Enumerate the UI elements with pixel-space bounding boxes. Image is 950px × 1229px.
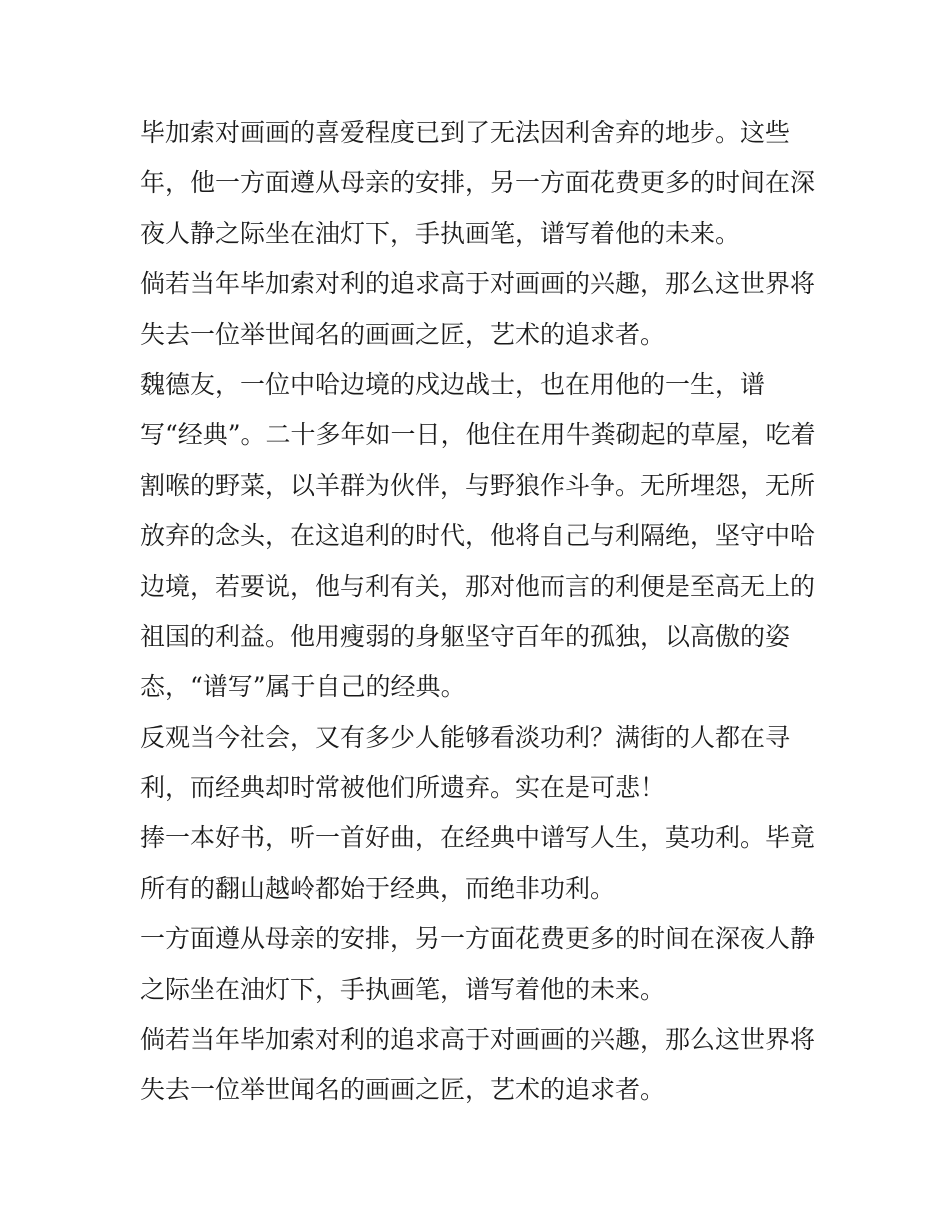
- text-line: 割喉的野菜，以羊群为伙伴，与野狼作斗争。无所埋怨，无所: [140, 470, 816, 500]
- text-line: 利，而经典却时常被他们所遗弃。实在是可悲！: [140, 773, 666, 803]
- text-line: 写“经典”。二十多年如一日，他住在用牛粪砌起的草屋，吃着: [140, 420, 816, 450]
- text-line: 捧一本好书，听一首好曲，在经典中谱写人生，莫功利。毕竟: [140, 823, 816, 853]
- paragraph-5: [140, 813, 820, 914]
- paragraph-3: [140, 360, 820, 713]
- paragraph-7: [140, 1015, 820, 1116]
- text-line: 边境，若要说，他与利有关，那对他而言的利便是至高无上的: [140, 571, 816, 601]
- text-line: 放弃的念头，在这追利的时代，他将自己与利隔绝，坚守中哈: [140, 521, 816, 551]
- document-body: [140, 108, 820, 1116]
- text-line: 失去一位举世闻名的画画之匠，艺术的追求者。: [140, 319, 666, 349]
- paragraph-1: [140, 108, 820, 259]
- text-line: 一方面遵从母亲的安排，另一方面花费更多的时间在深夜人静: [140, 924, 816, 954]
- text-line: 年，他一方面遵从母亲的安排，另一方面花费更多的时间在深: [140, 168, 816, 198]
- text-line: 反观当今社会，又有多少人能够看淡功利？满街的人都在寻: [140, 722, 791, 752]
- text-line: 祖国的利益。他用瘦弱的身躯坚守百年的孤独，以高傲的姿: [140, 621, 791, 651]
- text-line: 夜人静之际坐在油灯下，手执画笔，谱写着他的未来。: [140, 218, 741, 248]
- text-line: 失去一位举世闻名的画画之匠，艺术的追求者。: [140, 1075, 666, 1105]
- text-line: 毕加索对画画的喜爱程度已到了无法因利舍弃的地步。这些: [140, 118, 791, 147]
- text-line: 所有的翻山越岭都始于经典，而绝非功利。: [140, 873, 616, 903]
- paragraph-2: [140, 259, 820, 360]
- text-line: 之际坐在油灯下，手执画笔，谱写着他的未来。: [140, 974, 666, 1004]
- paragraph-4: [140, 713, 820, 814]
- text-line: 倘若当年毕加索对利的追求高于对画画的兴趣，那么这世界将: [140, 269, 816, 299]
- paragraph-6: [140, 914, 820, 1015]
- text-line: 态，“谱写”属于自己的经典。: [140, 672, 466, 702]
- text-line: 倘若当年毕加索对利的追求高于对画画的兴趣，那么这世界将: [140, 1025, 816, 1055]
- text-line: 魏德友，一位中哈边境的戍边战士，也在用他的一生，谱: [140, 369, 766, 399]
